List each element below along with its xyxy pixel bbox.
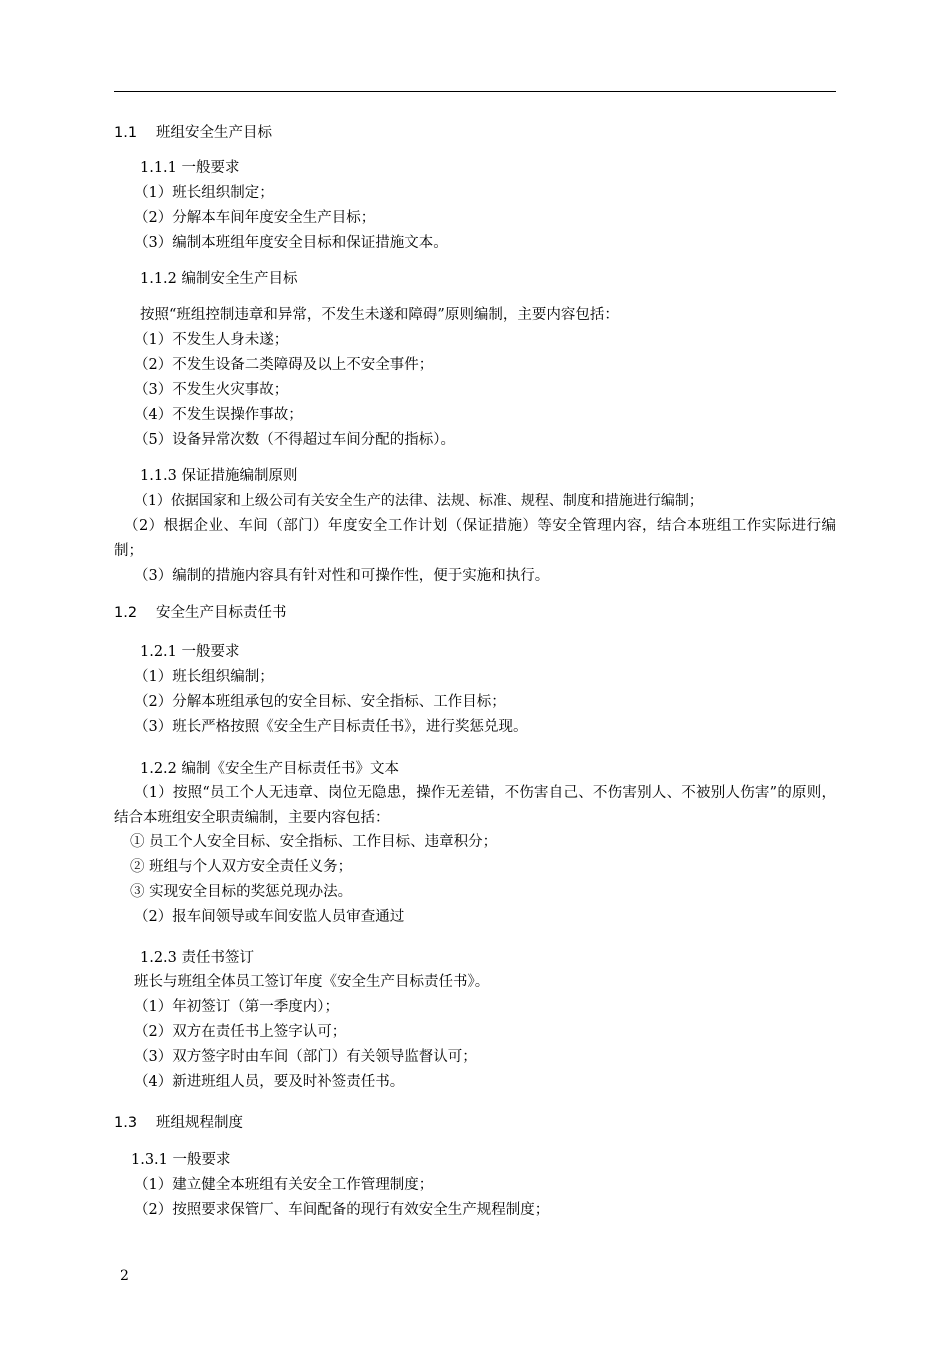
list-item: （1）班长组织制定； — [134, 185, 274, 201]
subheading-1-2-1: 1.2.1 一般要求 — [140, 644, 240, 660]
paragraph: 按照“班组控制违章和异常，不发生未遂和障碍”原则编制，主要内容包括： — [140, 307, 619, 323]
page-number: 2 — [120, 1268, 129, 1284]
list-item: （2）双方在责任书上签字认可； — [134, 1024, 347, 1040]
section-title: 安全生产目标责任书 — [156, 605, 287, 621]
header-rule — [114, 91, 836, 92]
list-item: （2）按照要求保管厂、车间配备的现行有效安全生产规程制度； — [134, 1202, 550, 1218]
section-title: 班组规程制度 — [156, 1115, 243, 1131]
list-item: （1）按照“员工个人无违章、岗位无隐患，操作无差错，不伤害自己、不伤害别人、不被别人伤害”的原则，结合本班组安全职责编制，主要内容包括： — [114, 785, 836, 826]
list-item: （3）编制本班组年度安全目标和保证措施文本。 — [134, 235, 448, 251]
list-item: （1）不发生人身未遂； — [134, 332, 289, 348]
section-number: 1.1 — [114, 125, 138, 141]
section-heading-1-2 — [114, 601, 836, 626]
list-item: （3）编制的措施内容具有针对性和可操作性，便于实施和执行。 — [134, 568, 550, 584]
subheading-1-1-2: 1.1.2 编制安全生产目标 — [140, 271, 298, 287]
subheading-1-1-3: 1.1.3 保证措施编制原则 — [140, 468, 298, 484]
paragraph: 班长与班组全体员工签订年度《安全生产目标责任书》。 — [134, 974, 490, 990]
list-item: （4）不发生误操作事故； — [134, 407, 303, 423]
list-item: （3）不发生火灾事故； — [134, 382, 289, 398]
list-item: （2）不发生设备二类障碍及以上不安全事件； — [134, 357, 434, 373]
subheading-1-2-3: 1.2.3 责任书签订 — [140, 950, 255, 966]
list-item: （1）建立健全本班组有关安全工作管理制度； — [134, 1177, 434, 1193]
section-heading-1-1 — [114, 121, 836, 146]
section-number: 1.2 — [114, 605, 138, 621]
list-item: ② 班组与个人双方安全责任义务； — [130, 859, 353, 875]
subheading-1-2-2: 1.2.2 编制《安全生产目标责任书》文本 — [140, 761, 400, 777]
section-title: 班组安全生产目标 — [156, 125, 272, 141]
subheading-1-1-1: 1.1.1 一般要求 — [140, 160, 240, 176]
list-item: （4）新进班组人员，要及时补签责任书。 — [134, 1074, 405, 1090]
list-item: （1）年初签订（第一季度内）； — [134, 999, 339, 1015]
list-item: （2）报车间领导或车间安监人员审查通过 — [134, 909, 405, 925]
list-item: （3）双方签字时由车间（部门）有关领导监督认可； — [134, 1049, 477, 1065]
list-item: （3）班长严格按照《安全生产目标责任书》，进行奖惩兑现。 — [134, 719, 528, 735]
list-item: （1）班长组织编制； — [134, 669, 274, 685]
list-item: （5）设备异常次数（不得超过车间分配的指标）。 — [134, 432, 455, 448]
list-item: （2）根据企业、车间（部门）年度安全工作计划（保证措施）等安全管理内容，结合本班组工作实际进行编制； — [114, 518, 836, 559]
section-number: 1.3 — [114, 1115, 138, 1131]
list-item: ① 员工个人安全目标、安全指标、工作目标、违章积分； — [130, 834, 498, 850]
list-item: （2）分解本车间年度安全生产目标； — [134, 210, 376, 226]
section-heading-1-3 — [114, 1111, 836, 1136]
list-item: （1）依据国家和上级公司有关安全生产的法律、法规、标准、规程、制度和措施进行编制； — [134, 493, 703, 509]
list-item: （2）分解本班组承包的安全目标、安全指标、工作目标； — [134, 694, 506, 710]
subheading-1-3-1: 1.3.1 一般要求 — [131, 1152, 231, 1168]
list-item: ③ 实现安全目标的奖惩兑现办法。 — [130, 884, 353, 900]
